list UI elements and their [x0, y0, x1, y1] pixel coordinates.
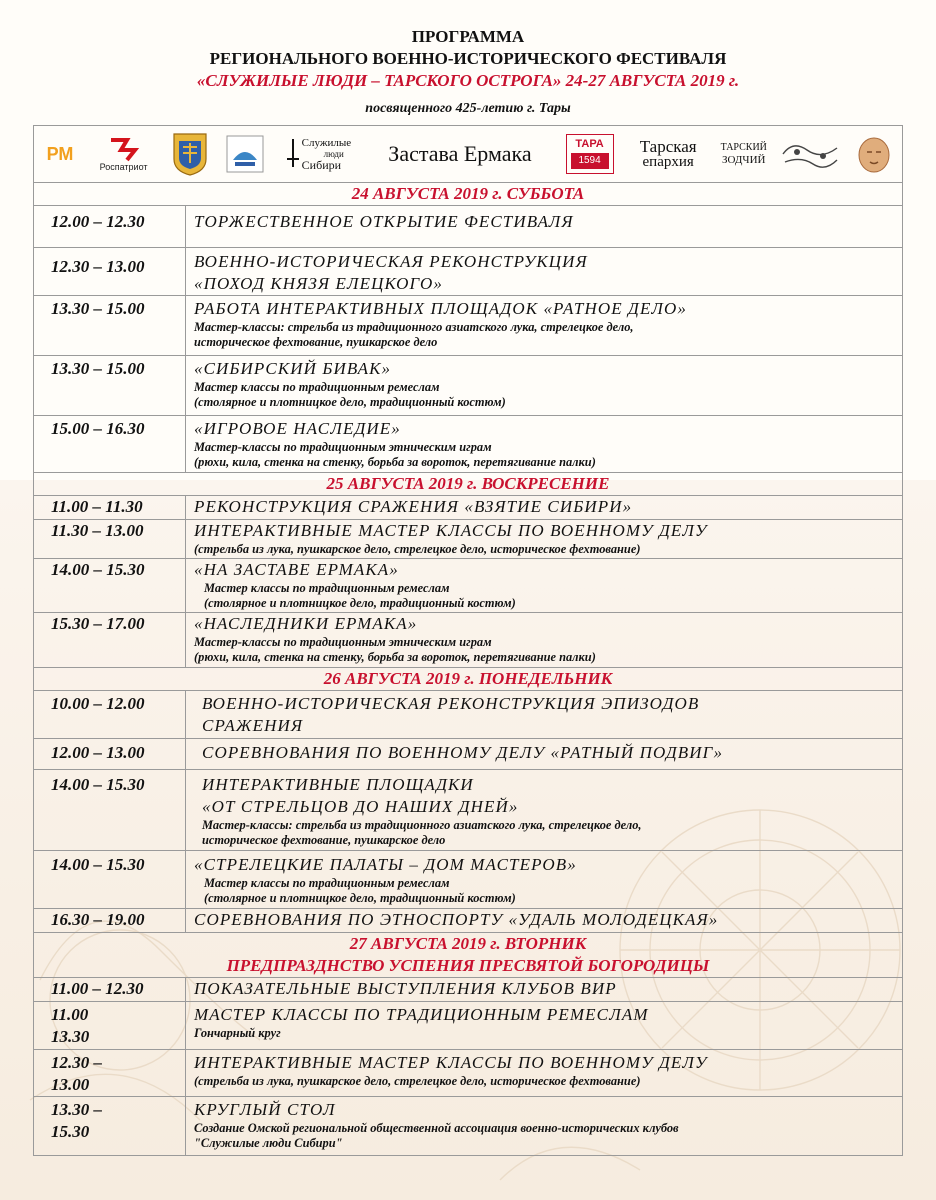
event-title: МАСТЕР КЛАССЫ ПО ТРАДИЦИОННЫМ РЕМЕСЛАМ: [194, 1005, 649, 1024]
time-text: 12.30 – 13.00: [51, 257, 145, 276]
event-description: (рюхи, кила, стенка на стенку, борьба за вороток, перетягивание палки): [194, 650, 596, 664]
time-cell: [34, 296, 186, 355]
event-description: Создание Омской региональной общественной ассоциация военно-исторических клубов: [194, 1121, 679, 1135]
event-title: СОРЕВНОВАНИЯ ПО ВОЕННОМУ ДЕЛУ «РАТНЫЙ ПОДВИГ»: [202, 743, 724, 762]
event-title: «НАСЛЕДНИКИ ЕРМАКА»: [194, 614, 418, 633]
schedule-row: [34, 416, 902, 473]
sluzhilye-lyudi-logo: [276, 130, 358, 178]
schedule-row: [34, 770, 902, 851]
event-title: «ИГРОВОЕ НАСЛЕДИЕ»: [194, 419, 401, 438]
time-text: 10.00 – 12.00: [51, 694, 145, 713]
event-cell: [186, 416, 902, 472]
schedule-row: [34, 1050, 902, 1097]
event-cell: [186, 206, 902, 247]
day-header: 26 АВГУСТА 2019 г. ПОНЕДЕЛЬНИК: [34, 668, 902, 691]
schedule-row: [34, 909, 902, 933]
event-cell: [186, 1050, 902, 1096]
time-text-end: 13.30: [51, 1027, 90, 1046]
eparchy-line1: Тарская: [639, 137, 697, 156]
event-title: «СИБИРСКИЙ БИВАК»: [194, 359, 392, 378]
event-cell: [186, 770, 902, 850]
schedule-row: [34, 613, 902, 668]
time-cell: [34, 559, 186, 612]
zodchii-line2: ЗОДЧИЙ: [722, 154, 766, 166]
time-cell: [34, 206, 186, 247]
event-cell: [186, 296, 902, 355]
day-title: 27 АВГУСТА 2019 г. ВТОРНИК: [349, 934, 587, 953]
event-description: Мастер классы по традиционным ремеслам: [204, 876, 450, 890]
event-cell: [186, 691, 902, 738]
event-title: «НА ЗАСТАВЕ ЕРМАКА»: [194, 560, 399, 579]
time-text: 12.30 –: [51, 1053, 102, 1072]
event-title: ИНТЕРАКТИВНЫЕ ПЛОЩАДКИ: [202, 775, 474, 794]
schedule-row: [34, 206, 902, 248]
coat-of-arms-icon: [167, 130, 213, 178]
event-description: Гончарный круг: [194, 1026, 281, 1040]
time-cell: [34, 978, 186, 1001]
event-description: историческое фехтование, пушкарское дело: [202, 833, 446, 847]
schedule-row: [34, 356, 902, 416]
event-cell: [186, 1002, 902, 1049]
event-title: ПОКАЗАТЕЛЬНЫЕ ВЫСТУПЛЕНИЯ КЛУБОВ ВИР: [194, 979, 617, 998]
event-title: РЕКОНСТРУКЦИЯ СРАЖЕНИЯ «ВЗЯТИЕ СИБИРИ»: [194, 497, 633, 516]
event-description: (стрельба из лука, пушкарское дело, стрелецкое дело, историческое фехтование): [194, 542, 641, 556]
event-title: ТОРЖЕСТВЕННОЕ ОТКРЫТИЕ ФЕСТИВАЛЯ: [194, 212, 574, 231]
schedule-row: [34, 559, 902, 613]
time-cell: [34, 1002, 186, 1049]
logos-row: [34, 126, 902, 183]
time-text: 14.00 – 15.30: [51, 560, 145, 579]
rospatriot-logo: [89, 130, 159, 178]
tara-year-text: 1594: [571, 153, 609, 169]
rospatriot-icon: [107, 136, 141, 162]
time-text: 11.30 – 13.00: [51, 521, 144, 540]
schedule-row: [34, 1002, 902, 1050]
zastava-text: Застава Ермака: [388, 141, 532, 166]
schedule-row: [34, 691, 902, 739]
rospatriot-text: Роспатриот: [99, 162, 148, 172]
event-description: (столярное и плотницкое дело, традиционный костюм): [204, 891, 516, 905]
schedule-row: [34, 296, 902, 356]
sibiri-line1: Служилые: [301, 136, 352, 149]
sibiri-line2: люди: [323, 148, 344, 159]
schedule-row: [34, 248, 902, 296]
event-cell: [186, 1097, 902, 1155]
tara-text: ТАРА: [575, 138, 604, 150]
event-cell: [186, 851, 902, 908]
event-description: Мастер-классы по традиционным этническим играм: [194, 635, 492, 649]
schedule-row: [34, 1097, 902, 1155]
event-title: КРУГЛЫЙ СТОЛ: [194, 1100, 336, 1119]
event-cell: [186, 496, 902, 519]
tarskii-zodchii-logo: [719, 130, 769, 178]
sibiri-line3: Сибири: [301, 157, 342, 172]
event-cell: [186, 739, 902, 769]
time-cell: [34, 1050, 186, 1096]
event-cell: [186, 978, 902, 1001]
time-cell: [34, 613, 186, 667]
day-subtitle: ПРЕДПРАЗДНСТВО УСПЕНИЯ ПРЕСВЯТОЙ БОГОРОДИЦЫ: [226, 956, 710, 975]
festival-name: «СЛУЖИЛЫЕ ЛЮДИ – ТАРСКОГО ОСТРОГА» 24-27 АВГУСТА 2019 г.: [196, 71, 740, 90]
day-header: 24 АВГУСТА 2019 г. СУББОТА: [34, 183, 902, 206]
schedule-row: [34, 496, 902, 520]
zastava-ermaka-logo: [367, 130, 553, 178]
event-title: «СТРЕЛЕЦКИЕ ПАЛАТЫ – ДОМ МАСТЕРОВ»: [194, 855, 577, 874]
event-description: историческое фехтование, пушкарское дело: [194, 335, 438, 349]
tara-1594-logo: [562, 130, 618, 178]
time-text: 11.00 – 11.30: [51, 497, 143, 516]
zodchii-line1: ТАРСКИЙ: [720, 142, 767, 153]
event-title-line2: «ОТ СТРЕЛЬЦОВ ДО НАШИХ ДНЕЙ»: [202, 797, 519, 816]
day-header: 25 АВГУСТА 2019 г. ВОСКРЕСЕНИЕ: [34, 473, 902, 496]
time-text: 14.00 – 15.30: [51, 775, 145, 794]
event-cell: [186, 559, 902, 612]
event-description: (стрельба из лука, пушкарское дело, стрелецкое дело, историческое фехтование): [194, 1074, 641, 1088]
map-ornament-icon: [777, 130, 843, 178]
eparchy-line2: епархия: [642, 154, 694, 170]
rm-logo-text: РМ: [46, 143, 74, 164]
schedule-row: [34, 520, 902, 559]
time-cell: [34, 909, 186, 932]
time-text-end: 15.30: [51, 1122, 90, 1141]
event-title: ВОЕННО-ИСТОРИЧЕСКАЯ РЕКОНСТРУКЦИЯ ЭПИЗОДОВ: [202, 694, 700, 713]
event-description: Мастер классы по традиционным ремеслам: [194, 380, 440, 394]
time-cell: [34, 739, 186, 769]
time-text: 11.00 – 12.30: [51, 979, 144, 998]
event-title: ВОЕННО-ИСТОРИЧЕСКАЯ РЕКОНСТРУКЦИЯ: [194, 252, 588, 271]
rm-logo: [40, 130, 80, 178]
event-title: ИНТЕРАКТИВНЫЕ МАСТЕР КЛАССЫ ПО ВОЕННОМУ ДЕЛУ: [194, 1053, 708, 1072]
time-cell: [34, 248, 186, 295]
event-description: Мастер-классы: стрельба из традиционного азиатского лука, стрелецкое дело,: [202, 818, 642, 832]
event-description: Мастер-классы: стрельба из традиционного азиатского лука, стрелецкое дело,: [194, 320, 634, 334]
time-text: 16.30 – 19.00: [51, 910, 145, 929]
time-cell: [34, 691, 186, 738]
time-cell: [34, 1097, 186, 1155]
time-text-end: 13.00: [51, 1075, 90, 1094]
event-title-line2: «ПОХОД КНЯЗЯ ЕЛЕЦКОГО»: [194, 274, 443, 293]
event-title-line2: СРАЖЕНИЯ: [202, 716, 304, 735]
day-header: [34, 933, 902, 978]
time-text: 14.00 – 15.30: [51, 855, 145, 874]
time-text: 13.30 –: [51, 1100, 102, 1119]
page-title: ПРОГРАММА: [411, 27, 525, 46]
page-subtitle: РЕГИОНАЛЬНОГО ВОЕННО-ИСТОРИЧЕСКОГО ФЕСТИВАЛЯ: [209, 49, 727, 68]
event-cell: [186, 356, 902, 415]
time-cell: [34, 416, 186, 472]
event-title: СОРЕВНОВАНИЯ ПО ЭТНОСПОРТУ «УДАЛЬ МОЛОДЕЦКАЯ»: [194, 910, 719, 929]
program-table: [33, 125, 903, 1156]
event-cell: [186, 520, 902, 558]
event-description: (рюхи, кила, стенка на стенку, борьба за вороток, перетягивание палки): [194, 455, 596, 469]
event-description: (столярное и плотницкое дело, традиционный костюм): [204, 596, 516, 610]
schedule-row: [34, 978, 902, 1002]
time-cell: [34, 520, 186, 558]
sword-icon: [284, 137, 302, 171]
ceramic-face-icon: [852, 130, 896, 178]
event-description: "Служилые люди Сибири": [194, 1136, 343, 1150]
time-text: 12.00 – 12.30: [51, 212, 145, 231]
time-text: 13.30 – 15.00: [51, 359, 145, 378]
tara-emblem-icon: [222, 130, 268, 178]
time-text: 11.00: [51, 1005, 89, 1024]
time-text: 15.00 – 16.30: [51, 419, 145, 438]
event-cell: [186, 613, 902, 667]
event-title: РАБОТА ИНТЕРАКТИВНЫХ ПЛОЩАДОК «РАТНОЕ ДЕЛО»: [194, 299, 688, 318]
event-description: (столярное и плотницкое дело, традиционный костюм): [194, 395, 506, 409]
event-cell: [186, 248, 902, 295]
schedule-row: [34, 739, 902, 770]
event-description: Мастер-классы по традиционным этническим играм: [194, 440, 492, 454]
time-cell: [34, 496, 186, 519]
dedication: посвященного 425-летию г. Тары: [365, 101, 571, 116]
time-cell: [34, 770, 186, 850]
event-title: ИНТЕРАКТИВНЫЕ МАСТЕР КЛАССЫ ПО ВОЕННОМУ ДЕЛУ: [194, 521, 708, 540]
time-text: 15.30 – 17.00: [51, 614, 145, 633]
time-cell: [34, 851, 186, 908]
tara-eparchy-logo: [626, 130, 710, 178]
event-description: Мастер классы по традиционным ремеслам: [204, 581, 450, 595]
schedule-row: [34, 851, 902, 909]
event-cell: [186, 909, 902, 932]
time-cell: [34, 356, 186, 415]
time-text: 13.30 – 15.00: [51, 299, 145, 318]
time-text: 12.00 – 13.00: [51, 743, 145, 762]
page-header: [0, 26, 936, 119]
